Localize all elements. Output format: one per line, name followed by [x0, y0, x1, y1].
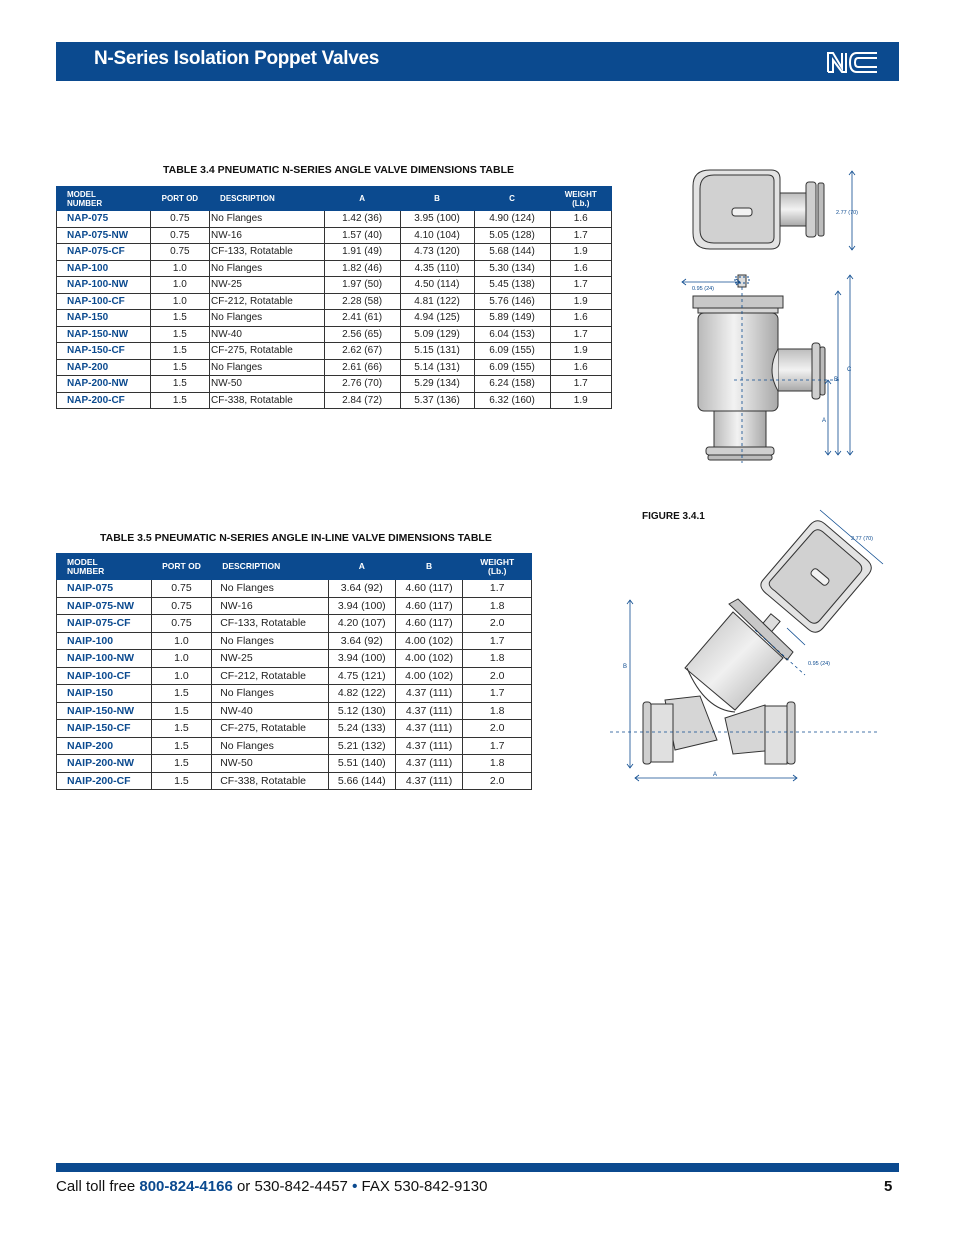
table-cell: NW-50: [210, 376, 325, 393]
table-cell: 4.37 (111): [395, 685, 463, 703]
table-row: [57, 667, 532, 685]
model-number-cell: NAP-200-CF: [57, 392, 151, 409]
table-cell: No Flanges: [210, 359, 325, 376]
footer-prefix: Call toll free: [56, 1178, 136, 1195]
table-row: [57, 376, 612, 393]
table-cell: CF-338, Rotatable: [210, 392, 325, 409]
table-cell: 2.84 (72): [324, 392, 400, 409]
table-cell: 1.97 (50): [324, 277, 400, 294]
table-row: [57, 720, 532, 738]
table-cell: 2.0: [463, 720, 532, 738]
table-cell: 1.8: [463, 702, 532, 720]
table-cell: 1.0: [150, 277, 209, 294]
model-number-cell: NAIP-150-CF: [57, 720, 152, 738]
table-cell: 1.7: [550, 326, 612, 343]
model-number-cell: NAP-200-NW: [57, 376, 151, 393]
model-number-cell: NAIP-075: [57, 580, 152, 598]
table-cell: 1.9: [550, 392, 612, 409]
inline-dim-top-label: 2.77 (70): [851, 536, 874, 542]
table-cell: 2.28 (58): [324, 293, 400, 310]
model-number-cell: NAIP-075-NW: [57, 597, 152, 615]
table-cell: 3.95 (100): [400, 211, 474, 228]
table-cell: CF-133, Rotatable: [212, 615, 329, 633]
model-number-cell: NAP-100-CF: [57, 293, 151, 310]
table-cell: 2.0: [463, 772, 532, 790]
dim-c-label: C: [847, 367, 852, 373]
table-cell: 1.5: [151, 685, 211, 703]
table-cell: NW-16: [210, 227, 325, 244]
dim-b-label: B: [834, 377, 839, 383]
model-number-cell: NAP-100-NW: [57, 277, 151, 294]
table-cell: 5.15 (131): [400, 343, 474, 360]
col-model-number: MODEL NUMBER: [57, 554, 152, 580]
table-cell: No Flanges: [212, 737, 329, 755]
table-cell: 3.64 (92): [328, 632, 395, 650]
table-cell: 1.0: [150, 293, 209, 310]
table-cell: 1.7: [550, 227, 612, 244]
table-cell: 4.37 (111): [395, 720, 463, 738]
table-cell: 1.6: [550, 260, 612, 277]
table-cell: 1.9: [550, 343, 612, 360]
inline-valve-figure: [605, 500, 885, 790]
table-header-row: [57, 187, 612, 211]
table-cell: 5.68 (144): [474, 244, 550, 261]
table-cell: No Flanges: [210, 260, 325, 277]
table-cell: 1.0: [151, 632, 211, 650]
table-cell: 1.9: [550, 293, 612, 310]
table-cell: 2.76 (70): [324, 376, 400, 393]
table-cell: 5.76 (146): [474, 293, 550, 310]
footer-bar: [56, 1163, 899, 1172]
page-title: N-Series Isolation Poppet Valves: [94, 48, 380, 69]
table-cell: 1.5: [150, 310, 209, 327]
table-cell: 6.09 (155): [474, 359, 550, 376]
footer-alt-phone: or 530-842-4457: [236, 1178, 348, 1195]
table-cell: CF-275, Rotatable: [212, 720, 329, 738]
table-cell: 0.75: [150, 227, 209, 244]
model-number-cell: NAIP-200-CF: [57, 772, 152, 790]
table-cell: 4.94 (125): [400, 310, 474, 327]
table-cell: 6.09 (155): [474, 343, 550, 360]
col-weight: WEIGHT (Lb.): [463, 554, 532, 580]
table-cell: 2.0: [463, 667, 532, 685]
table-cell: 1.5: [151, 737, 211, 755]
table-cell: 4.81 (122): [400, 293, 474, 310]
table-cell: No Flanges: [210, 211, 325, 228]
inline-valve-dimensions-table: [56, 553, 532, 790]
table-cell: 1.0: [151, 667, 211, 685]
table-cell: 1.9: [550, 244, 612, 261]
table-cell: 4.90 (124): [474, 211, 550, 228]
model-number-cell: NAP-150: [57, 310, 151, 327]
col-b: B: [400, 187, 474, 211]
table-cell: 1.5: [150, 392, 209, 409]
model-number-cell: NAP-075-CF: [57, 244, 151, 261]
table-cell: 1.7: [463, 580, 532, 598]
table-cell: 1.5: [150, 359, 209, 376]
inline-dim-stem-label: 0.95 (24): [808, 661, 831, 667]
table-cell: 1.7: [550, 277, 612, 294]
table-cell: 5.14 (131): [400, 359, 474, 376]
col-weight: WEIGHT (Lb.): [550, 187, 612, 211]
table-cell: 1.5: [150, 343, 209, 360]
table-cell: 1.7: [463, 685, 532, 703]
table-cell: 4.73 (120): [400, 244, 474, 261]
table-row: [57, 227, 612, 244]
model-number-cell: NAIP-075-CF: [57, 615, 152, 633]
table-cell: 1.5: [151, 772, 211, 790]
table-3-4-title: TABLE 3.4 PNEUMATIC N-SERIES ANGLE VALVE DIMENSIONS TABLE: [163, 164, 514, 176]
table-row: [57, 580, 532, 598]
table-cell: 5.12 (130): [328, 702, 395, 720]
model-number-cell: NAIP-200-NW: [57, 755, 152, 773]
table-row: [57, 737, 532, 755]
table-cell: 6.04 (153): [474, 326, 550, 343]
angle-valve-dimensions-table: [56, 186, 612, 409]
inline-dim-b-label: B: [623, 664, 628, 670]
table-row: [57, 359, 612, 376]
col-a: A: [328, 554, 395, 580]
table-cell: 5.29 (134): [400, 376, 474, 393]
table-cell: 0.75: [151, 580, 211, 598]
table-row: [57, 597, 532, 615]
table-cell: 1.6: [550, 359, 612, 376]
table-cell: 4.82 (122): [328, 685, 395, 703]
table-cell: 1.91 (49): [324, 244, 400, 261]
col-c: C: [474, 187, 550, 211]
col-description: DESCRIPTION: [212, 554, 329, 580]
table-cell: 1.5: [150, 326, 209, 343]
table-cell: CF-338, Rotatable: [212, 772, 329, 790]
table-row: [57, 772, 532, 790]
table-cell: 5.66 (144): [328, 772, 395, 790]
table-row: [57, 260, 612, 277]
table-cell: No Flanges: [210, 310, 325, 327]
table-cell: 5.45 (138): [474, 277, 550, 294]
table-cell: 1.6: [550, 211, 612, 228]
table-cell: 4.10 (104): [400, 227, 474, 244]
toll-free-phone[interactable]: 800-824-4166: [139, 1178, 233, 1195]
table-cell: 5.89 (149): [474, 310, 550, 327]
table-row: [57, 211, 612, 228]
table-cell: 5.05 (128): [474, 227, 550, 244]
table-cell: 4.37 (111): [395, 755, 463, 773]
model-number-cell: NAP-200: [57, 359, 151, 376]
dim-top-label: 2.77 (70): [836, 210, 859, 216]
table-cell: 4.35 (110): [400, 260, 474, 277]
table-cell: 5.51 (140): [328, 755, 395, 773]
footer-bullet: •: [352, 1178, 358, 1195]
table-cell: 4.20 (107): [328, 615, 395, 633]
table-cell: 2.61 (66): [324, 359, 400, 376]
table-row: [57, 685, 532, 703]
model-number-cell: NAP-075: [57, 211, 151, 228]
table-cell: NW-40: [212, 702, 329, 720]
table-cell: 1.7: [463, 632, 532, 650]
table-3-5-title: TABLE 3.5 PNEUMATIC N-SERIES ANGLE IN-LINE VALVE DIMENSIONS TABLE: [100, 532, 492, 544]
table-row: [57, 293, 612, 310]
table-cell: NW-40: [210, 326, 325, 343]
table-row: [57, 277, 612, 294]
table-cell: 6.32 (160): [474, 392, 550, 409]
model-number-cell: NAIP-100-CF: [57, 667, 152, 685]
table-cell: 4.60 (117): [395, 615, 463, 633]
table-cell: 0.75: [150, 244, 209, 261]
footer-contact: [56, 1178, 487, 1195]
table-cell: 1.7: [550, 376, 612, 393]
table-cell: NW-25: [210, 277, 325, 294]
table-cell: 5.21 (132): [328, 737, 395, 755]
page-number: 5: [884, 1178, 893, 1195]
table-cell: 2.62 (67): [324, 343, 400, 360]
table-row: [57, 650, 532, 668]
table-cell: 2.56 (65): [324, 326, 400, 343]
table-cell: 3.94 (100): [328, 597, 395, 615]
table-cell: 4.37 (111): [395, 737, 463, 755]
table-cell: 4.50 (114): [400, 277, 474, 294]
table-cell: 1.6: [550, 310, 612, 327]
table-cell: 4.37 (111): [395, 702, 463, 720]
table-cell: 5.30 (134): [474, 260, 550, 277]
model-number-cell: NAP-100: [57, 260, 151, 277]
table-row: [57, 244, 612, 261]
table-row: [57, 755, 532, 773]
footer-fax: FAX 530-842-9130: [361, 1178, 488, 1195]
table-cell: 1.7: [463, 737, 532, 755]
table-row: [57, 632, 532, 650]
table-cell: 4.37 (111): [395, 772, 463, 790]
table-cell: NW-16: [212, 597, 329, 615]
inline-dim-a-label: A: [713, 772, 718, 778]
table-cell: 1.0: [151, 650, 211, 668]
table-cell: 1.8: [463, 650, 532, 668]
table-cell: 1.5: [151, 755, 211, 773]
table-cell: NW-25: [212, 650, 329, 668]
table-cell: 4.60 (117): [395, 597, 463, 615]
model-number-cell: NAIP-150: [57, 685, 152, 703]
header-bar: [56, 42, 899, 81]
table-header-row: [57, 554, 532, 580]
table-cell: 1.8: [463, 597, 532, 615]
table-cell: 1.82 (46): [324, 260, 400, 277]
table-cell: 4.75 (121): [328, 667, 395, 685]
table-row: [57, 310, 612, 327]
table-cell: 5.24 (133): [328, 720, 395, 738]
table-cell: NW-50: [212, 755, 329, 773]
table-cell: No Flanges: [212, 632, 329, 650]
table-cell: 2.0: [463, 615, 532, 633]
table-cell: No Flanges: [212, 580, 329, 598]
col-a: A: [324, 187, 400, 211]
col-b: B: [395, 554, 463, 580]
table-cell: 1.5: [151, 702, 211, 720]
table-cell: 4.00 (102): [395, 632, 463, 650]
side-view: [693, 275, 825, 460]
table-cell: 0.75: [151, 597, 211, 615]
angle-valve-figure: [670, 163, 870, 463]
table-cell: 1.57 (40): [324, 227, 400, 244]
table-row: [57, 615, 532, 633]
table-cell: 3.94 (100): [328, 650, 395, 668]
table-cell: CF-212, Rotatable: [210, 293, 325, 310]
col-port-od: PORT OD: [150, 187, 209, 211]
col-description: DESCRIPTION: [210, 187, 325, 211]
dim-stem-label: 0.95 (24): [692, 286, 715, 292]
model-number-cell: NAIP-100: [57, 632, 152, 650]
table-cell: 1.8: [463, 755, 532, 773]
table-cell: 1.0: [150, 260, 209, 277]
col-port-od: PORT OD: [151, 554, 211, 580]
table-cell: 1.5: [150, 376, 209, 393]
table-cell: CF-275, Rotatable: [210, 343, 325, 360]
table-row: [57, 392, 612, 409]
valve-body: [643, 599, 795, 764]
table-cell: 0.75: [150, 211, 209, 228]
table-cell: 5.09 (129): [400, 326, 474, 343]
table-row: [57, 702, 532, 720]
table-cell: No Flanges: [212, 685, 329, 703]
table-cell: 1.42 (36): [324, 211, 400, 228]
model-number-cell: NAIP-100-NW: [57, 650, 152, 668]
col-model-number: MODEL NUMBER: [57, 187, 151, 211]
table-cell: 1.5: [151, 720, 211, 738]
table-cell: CF-133, Rotatable: [210, 244, 325, 261]
table-cell: 5.37 (136): [400, 392, 474, 409]
top-view: [693, 170, 824, 249]
table-cell: 4.60 (117): [395, 580, 463, 598]
table-cell: 3.64 (92): [328, 580, 395, 598]
table-cell: 0.75: [151, 615, 211, 633]
table-row: [57, 326, 612, 343]
table-cell: 4.00 (102): [395, 667, 463, 685]
model-number-cell: NAP-150-CF: [57, 343, 151, 360]
model-number-cell: NAP-150-NW: [57, 326, 151, 343]
table-cell: 6.24 (158): [474, 376, 550, 393]
table-row: [57, 343, 612, 360]
nc-logo: [825, 50, 881, 75]
table-cell: 2.41 (61): [324, 310, 400, 327]
table-cell: CF-212, Rotatable: [212, 667, 329, 685]
dim-a-label: A: [822, 418, 827, 424]
model-number-cell: NAIP-200: [57, 737, 152, 755]
model-number-cell: NAP-075-NW: [57, 227, 151, 244]
table-cell: 4.00 (102): [395, 650, 463, 668]
model-number-cell: NAIP-150-NW: [57, 702, 152, 720]
figure-caption: FIGURE 3.4.1: [642, 511, 705, 522]
